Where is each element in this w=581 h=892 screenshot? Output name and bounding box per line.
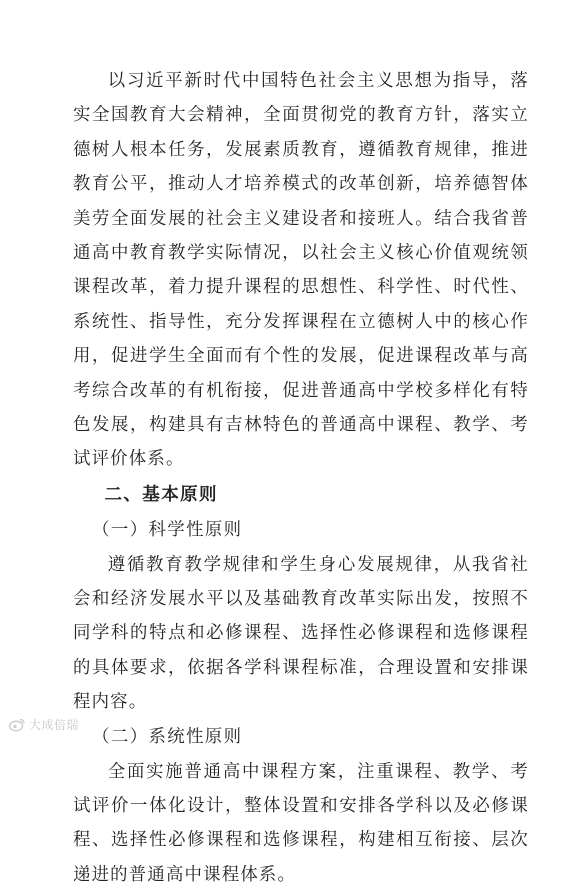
weibo-logo-icon xyxy=(8,717,26,732)
subsection-heading-systematic: （二）系统性原则 xyxy=(73,720,529,755)
subsection-heading-scientific: （一）科学性原则 xyxy=(73,513,529,548)
body-paragraph-systematic: 全面实施普通高中课程方案，注重课程、教学、考试评价一体化设计，整体设置和安排各学科以及必修课程、选择性必修课程和选修课程，构建相互衔接、层次递进的普通高中课程体系。 xyxy=(73,755,529,892)
body-paragraph-scientific: 遵循教育教学规律和学生身心发展规律，从我省社会和经济发展水平以及基础教育改革实际出发，按照不同学科的特点和必修课程、选择性必修课程和选修课程的具体要求，依据各学科课程标准，合理设置和安排课程内容。 xyxy=(73,548,529,720)
watermark xyxy=(8,716,79,733)
body-paragraph-intro: 以习近平新时代中国特色社会主义思想为指导，落实全国教育大会精神，全面贯彻党的教育方针，落实立德树人根本任务，发展素质教育，遵循教育规律，推进教育公平，推动人才培养模式的改革创新，培养德智体美劳全面发展的社会主义建设者和接班人。结合我省普通高中教育教学实际情况，以社会主义核心价值观统领课程改革，着力提升课程的思想性、科学性、时代性、系统性、指导性，充分发挥课程在立德树人中的核心作用，促进学生全面而有个性的发展，促进课程改革与高考综合改革的有机衔接，促进普通高中学校多样化有特色发展，构建具有吉林特色的普通高中课程、教学、考试评价体系。 xyxy=(73,64,529,477)
section-heading-basic-principles: 二、基本原则 xyxy=(73,477,529,513)
watermark-text: 大成倍瑞 xyxy=(29,716,79,733)
